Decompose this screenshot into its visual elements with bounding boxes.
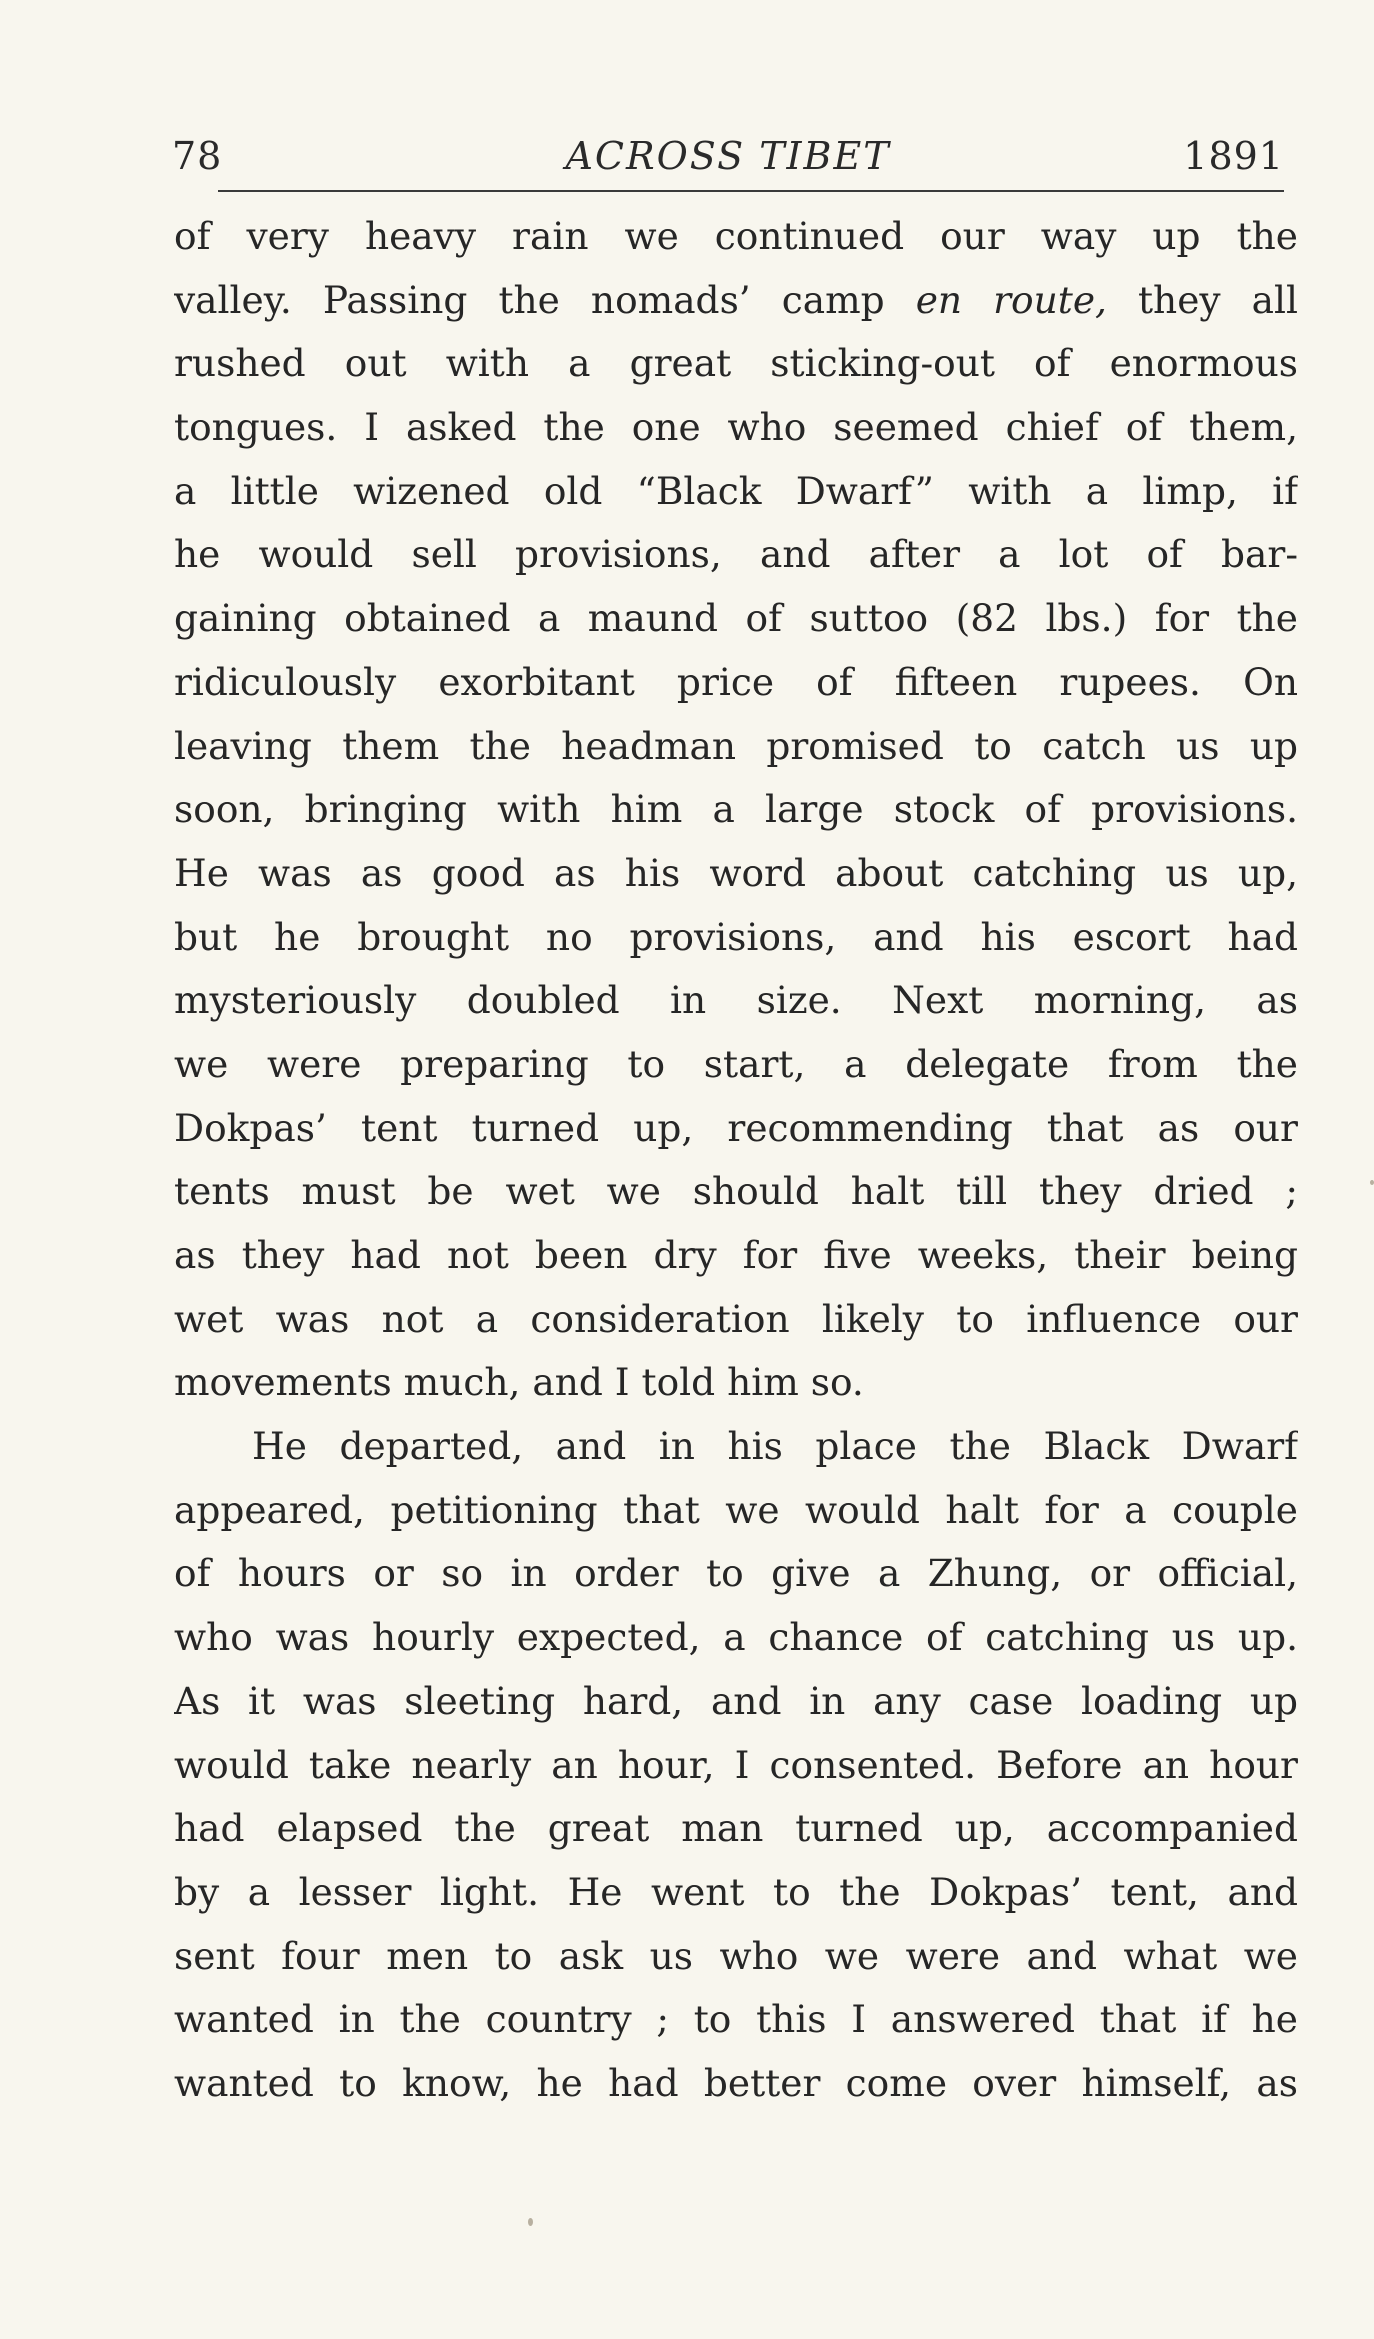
text-line: sent four men to ask us who we were and what we [174,1933,1298,1978]
body-text [174,205,1298,2116]
text-line: soon, bringing with him a large stock of provisions. [174,787,1298,832]
text-line: As it was sleeting hard, and in any case loading up [174,1678,1298,1723]
text-line: wet was not a consideration likely to influence our [174,1296,1298,1341]
text-line: he would sell provisions, and after a lot of bar- [174,532,1298,577]
text-line: tongues. I asked the one who seemed chief of them, [174,405,1298,450]
text-line: gaining obtained a maund of suttoo (82 lbs.) for the [174,596,1298,641]
text-line: we were preparing to start, a delegate from the [174,1041,1298,1086]
paper-speck [528,2218,533,2226]
text-line: tents must be wet we should halt till they dried ; [174,1169,1298,1214]
page-header [172,126,1284,186]
paper-speck [1370,1180,1374,1185]
text-line: rushed out with a great sticking-out of enormous [174,341,1298,386]
text-line: a little wizened old “Black Dwarf” with a limp, if [174,468,1298,513]
text-segment: valley. Passing the nomads’ camp [174,277,916,322]
header-rule [218,190,1284,192]
text-line: appeared, petitioning that we would halt for a couple [174,1487,1298,1532]
text-line: of very heavy rain we continued our way up the [174,214,1298,258]
text-line: of hours or so in order to give a Zhung, or official, [174,1551,1298,1596]
text-line [174,269,1298,333]
text-line: He departed, and in his place the Black Dwarf [252,1424,1298,1469]
text-line: but he brought no provisions, and his escort had [174,914,1298,959]
running-title: ACROSS TIBET [565,134,891,178]
header-year: 1891 [1183,134,1284,178]
text-line: ridiculously exorbitant price of fifteen rupees. On [174,659,1298,704]
text-segment: they all [1106,277,1298,322]
italic-phrase: en route, [915,277,1107,322]
text-line: who was hourly expected, a chance of catching us up. [174,1615,1298,1660]
text-line: leaving them the headman promised to catch us up [174,723,1298,768]
text-line: movements much, and I told him so. [174,1360,864,1405]
text-line: as they had not been dry for five weeks, their being [174,1233,1298,1277]
text-line: He was as good as his word about catching us up, [174,850,1298,895]
text-line: had elapsed the great man turned up, accompanied [174,1806,1298,1851]
text-line: by a lesser light. He went to the Dokpas’ tent, and [174,1869,1298,1914]
page-number: 78 [172,134,223,178]
text-line: would take nearly an hour, I consented. Before an hour [174,1742,1298,1787]
text-line: wanted to know, he had better come over himself, as [174,2060,1298,2105]
text-line: Dokpas’ tent turned up, recommending that as our [174,1105,1298,1150]
text-line: wanted in the country ; to this I answered that if he [174,1997,1298,2042]
text-line: mysteriously doubled in size. Next morning, as [174,978,1298,1023]
